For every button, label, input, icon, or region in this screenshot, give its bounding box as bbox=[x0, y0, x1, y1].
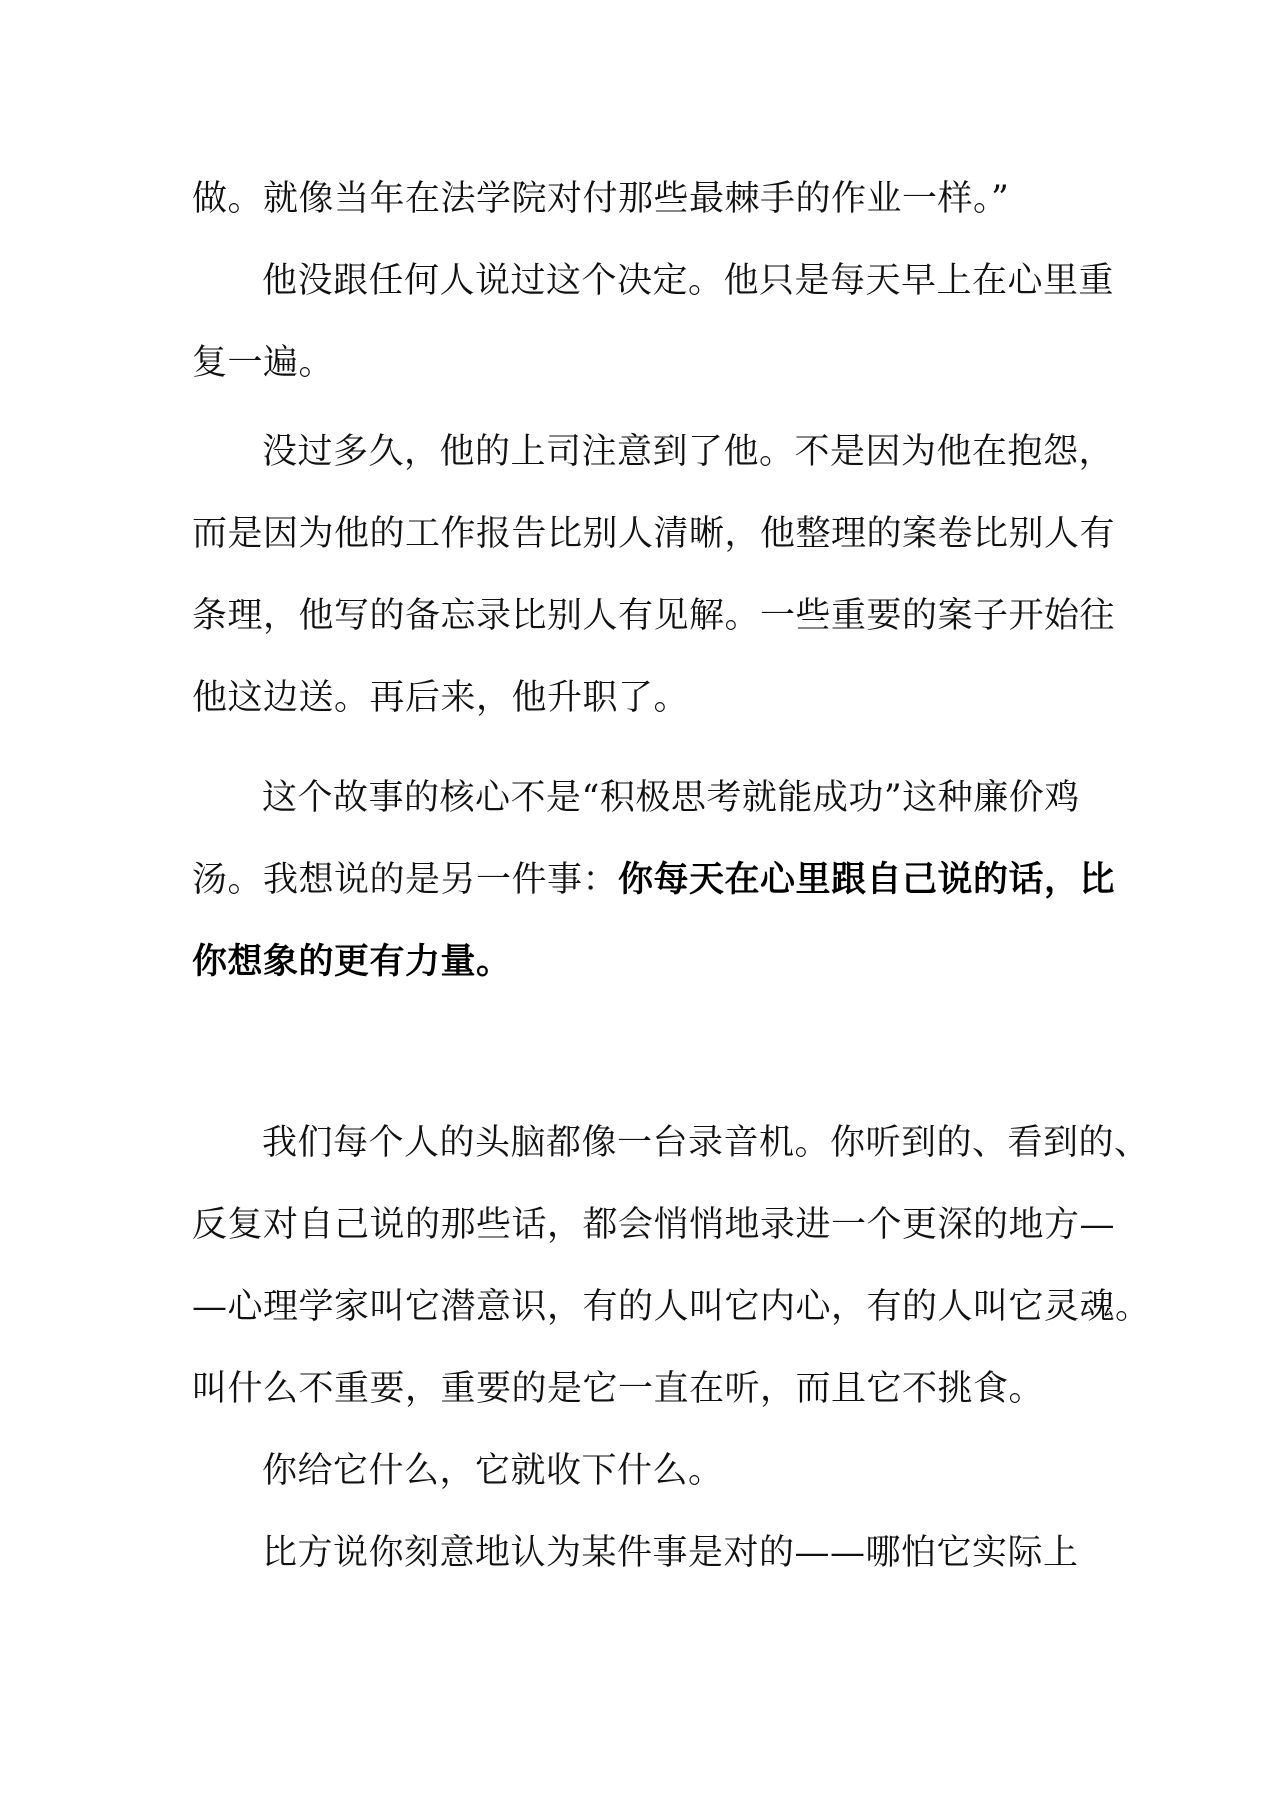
text-line-4: 没过多久，他的上司注意到了他。不是因为他在抱怨， bbox=[262, 432, 1115, 472]
text-line-1: 做。就像当年在法学院对付那些最棘手的作业一样。” bbox=[192, 179, 1010, 219]
text-line-16: 比方说你刻意地认为某件事是对的——哪怕它实际上 bbox=[262, 1533, 1079, 1573]
text-line-3: 复一遍。 bbox=[192, 343, 335, 383]
text-line-8: 这个故事的核心不是“积极思考就能成功”这种廉价鸡 bbox=[262, 778, 1080, 818]
text-line-15: 你给它什么，它就收下什么。 bbox=[262, 1451, 724, 1491]
text-line-7: 他这边送。再后来，他升职了。 bbox=[192, 678, 690, 718]
text-line-9-normal: 汤。我想说的是另一件事： bbox=[192, 860, 619, 900]
text-line-11: 我们每个人的头脑都像一台录音机。你听到的、看到的、 bbox=[262, 1123, 1150, 1163]
emphasis-text: 你每天在心里跟自己说的话，比 bbox=[618, 860, 1116, 900]
text-line-2: 他没跟任何人说过这个决定。他只是每天早上在心里重 bbox=[262, 261, 1115, 301]
text-line-5: 而是因为他的工作报告比别人清晰，他整理的案卷比别人有 bbox=[192, 514, 1116, 554]
text-line-14: 叫什么不重要，重要的是它一直在听，而且它不挑食。 bbox=[192, 1369, 1045, 1409]
text-line-13: —心理学家叫它潜意识，有的人叫它内心，有的人叫它灵魂。 bbox=[192, 1287, 1151, 1327]
text-line-6: 条理，他写的备忘录比别人有见解。一些重要的案子开始往 bbox=[192, 596, 1116, 636]
text-line-12: 反复对自己说的那些话，都会悄悄地录进一个更深的地方— bbox=[192, 1205, 1116, 1245]
text-line-9 bbox=[192, 855, 1116, 905]
emphasis-text-continued: 你想象的更有力量。 bbox=[192, 942, 512, 982]
